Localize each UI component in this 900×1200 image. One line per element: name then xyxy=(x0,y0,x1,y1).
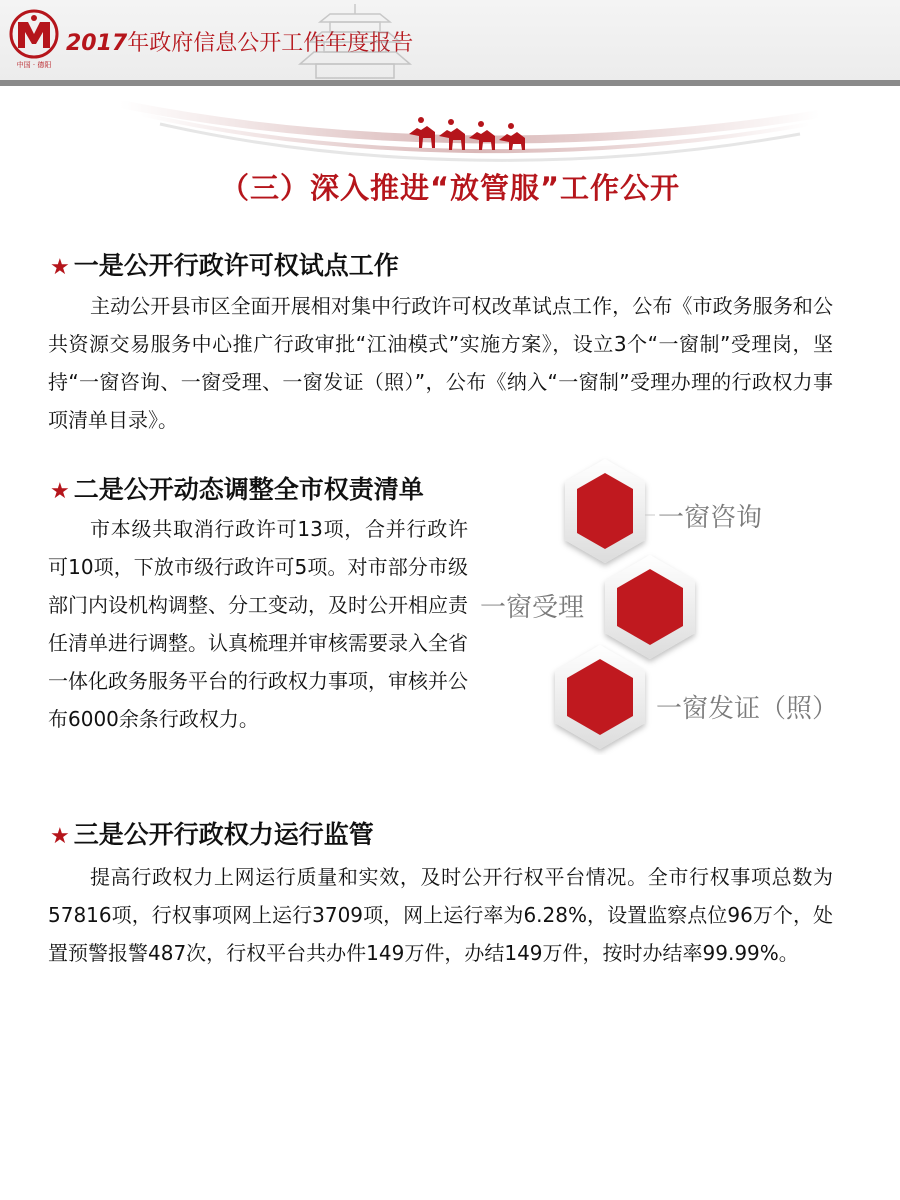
report-title-text: 年政府信息公开工作年度报告 xyxy=(127,31,414,56)
report-year: 2017 xyxy=(66,31,128,56)
hexagon-icon xyxy=(605,555,695,659)
star-icon: ★ xyxy=(50,824,70,849)
window-label-accept: 一窗受理 xyxy=(480,593,585,623)
item-heading-text: 一是公开行政许可权试点工作 xyxy=(73,251,399,280)
item-heading-3 xyxy=(50,815,374,851)
hexagon-icon xyxy=(555,645,645,749)
report-header xyxy=(0,0,900,85)
item-heading-text: 三是公开行政权力运行监管 xyxy=(73,820,374,849)
pagoda-icon xyxy=(290,2,420,80)
star-icon: ★ xyxy=(50,255,70,280)
window-label-issue: 一窗发证（照） xyxy=(656,694,839,724)
hexagon-icon xyxy=(565,459,645,563)
window-label-consult: 一窗咨询 xyxy=(658,503,763,533)
item-body-3: 提高行政权力上网运行质量和实效，及时公开行权平台情况。全市行权事项总数为57816项，行权事项网上运行3709项，网上运行率为6.28%，设置监察点位96万个，处置预警报警487次，行权平台共办件149万件，办结149万件，按时办结率99.99%。 xyxy=(48,865,833,965)
item-heading-1 xyxy=(50,246,399,282)
section-title: （三）深入推进“放管服”工作公开 xyxy=(219,171,681,205)
item-body-1: 主动公开县市区全面开展相对集中行政许可权改革试点工作，公布《市政务服务和公共资源交易服务中心推广行政审批“江油模式”实施方案》，设立3个“一窗制”受理岗，坚持“一窗咨询、一窗受理、一窗发证（照）”，公布《纳入“一窗制”受理办理的行政权力事项清单目录》。 xyxy=(48,294,833,432)
item-heading-text: 二是公开动态调整全市权责清单 xyxy=(73,475,424,504)
item-body-2: 市本级共取消行政许可13项，合并行政许可10项，下放市级行政许可5项。对市部分市级部门内设机构调整、分工变动，及时公开相应责任清单进行调整。认真梳理并审核需要录入全省一体化政务服务平台的行政权力事项，审核并公布6000余条行政权力。 xyxy=(48,517,468,731)
logo-caption: 中国 · 德阳 xyxy=(16,61,52,69)
star-icon: ★ xyxy=(50,479,70,504)
item-heading-2 xyxy=(50,470,424,506)
camel-caravan-icon xyxy=(405,108,545,160)
